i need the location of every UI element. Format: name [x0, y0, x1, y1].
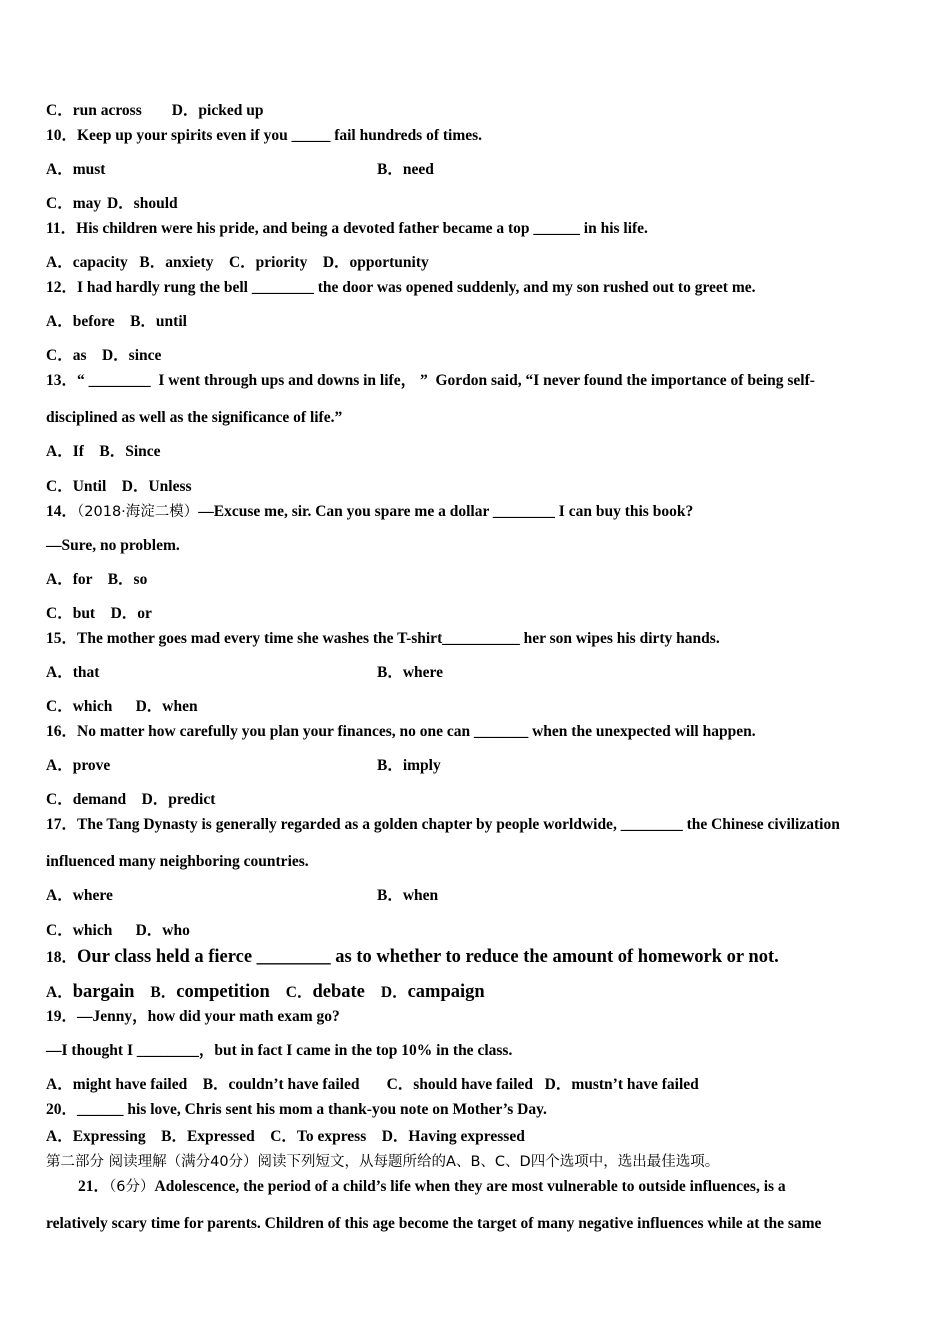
- q18-option-c-label: C．: [285, 984, 313, 1001]
- q20-stem: 20．______ his love, Chris sent his mom a thank-you note on Mother’s Day.: [46, 1101, 547, 1118]
- q18-number: 18．: [46, 949, 78, 966]
- q17-option-a: A．where: [46, 887, 113, 904]
- q18-option-b-label: B．: [150, 984, 177, 1001]
- q13-stem-line1: 13．“ ________ I went through ups and downs in life， ” Gordon said, “I never found the importance of being self-: [46, 372, 815, 389]
- q17-stem-line1: 17．The Tang Dynasty is generally regarded as a golden chapter by people worldwide, ________ the Chinese civilization: [46, 816, 840, 833]
- q14-number: 14．: [46, 503, 78, 520]
- q21-line1: [78, 1177, 786, 1197]
- q18-option-c-text: debate: [312, 982, 365, 1002]
- q19-stem: 19．—Jenny，how did your math exam go?: [46, 1008, 340, 1025]
- q10-stem: 10．Keep up your spirits even if you _____ fail hundreds of times.: [46, 127, 483, 144]
- q17-option-b: B．when: [377, 887, 439, 904]
- q18-option-d-label: D．: [380, 984, 408, 1001]
- q17-options-cd: C．which D．who: [46, 922, 190, 939]
- q18-stem: [46, 946, 779, 969]
- part2-header: 第二部分 阅读理解（满分40分）阅读下列短文，从每题所给的A、B、C、D四个选项中，选出最佳选项。: [46, 1154, 720, 1170]
- q18-option-b-text: competition: [176, 982, 270, 1002]
- q18-option-a-text: bargain: [72, 982, 135, 1002]
- q11-stem: 11．His children were his pride, and being a devoted father became a top ______ in his life.: [46, 220, 648, 237]
- q13-stem-line2: disciplined as well as the significance of life.”: [46, 409, 343, 426]
- q21-number: 21．: [78, 1178, 110, 1195]
- q13-options-ab: A．If B．Since: [46, 443, 161, 460]
- q11-options: A．capacity B．anxiety C．priority D．opportunity: [46, 254, 429, 271]
- q16-option-a: A．prove: [46, 757, 111, 774]
- q19-options: A．might have failed B．couldn’t have failed C．should have failed D．mustn’t have failed: [46, 1076, 699, 1093]
- q20-options: A．Expressing B．Expressed C．To express D．Having expressed: [46, 1128, 525, 1145]
- q14-text: —Excuse me, sir. Can you spare me a dollar ________ I can buy this book?: [198, 503, 694, 520]
- q15-stem: 15．The mother goes mad every time she washes the T-shirt__________ her son wipes his dirty hands.: [46, 630, 720, 647]
- q14-source: （2018·海淀二模）: [77, 504, 199, 520]
- q9-option-c: C．run across: [46, 102, 142, 119]
- q10-option-b: B．need: [377, 161, 434, 178]
- q14-stem: [46, 502, 693, 522]
- q19-reply: —I thought I ________，but in fact I came in the top 10% in the class.: [46, 1042, 513, 1059]
- q16-stem: 16．No matter how carefully you plan your finances, no one can _______ when the unexpected will happen.: [46, 723, 756, 740]
- q14-options-cd: C．but D．or: [46, 605, 152, 622]
- q18-options: [46, 981, 485, 1004]
- q12-stem: 12．I had hardly rung the bell ________ the door was opened suddenly, and my son rushed out to greet me.: [46, 279, 756, 296]
- q9-option-d: D．picked up: [171, 102, 264, 119]
- q15-option-a: A．that: [46, 664, 100, 681]
- q14-options-ab: A．for B．so: [46, 571, 148, 588]
- q21-text-line1: Adolescence, the period of a child’s life when they are most vulnerable to outside influences, is a: [154, 1178, 786, 1195]
- q21-text-line2: relatively scary time for parents. Children of this age become the target of many negative influences while at the same: [46, 1215, 822, 1232]
- q21-score: （6分）: [109, 1179, 155, 1195]
- q16-options-cd: C．demand D．predict: [46, 791, 216, 808]
- q9-options-cd: [46, 101, 263, 121]
- q15-options-cd: C．which D．when: [46, 698, 198, 715]
- q14-reply: —Sure, no problem.: [46, 537, 180, 554]
- q12-options-cd: C．as D．since: [46, 347, 162, 364]
- q15-option-b: B．where: [377, 664, 444, 681]
- q18-option-a-label: A．: [46, 984, 73, 1001]
- q18-option-d-text: campaign: [407, 982, 485, 1002]
- q18-text: Our class held a fierce ________ as to whether to reduce the amount of homework or not.: [77, 947, 779, 967]
- q16-option-b: B．imply: [377, 757, 441, 774]
- q10-options-cd: C．may D．should: [46, 195, 178, 212]
- q13-options-cd: C．Until D．Unless: [46, 478, 192, 495]
- q12-options-ab: A．before B．until: [46, 313, 187, 330]
- q10-option-a: A．must: [46, 161, 106, 178]
- q17-stem-line2: influenced many neighboring countries.: [46, 853, 309, 870]
